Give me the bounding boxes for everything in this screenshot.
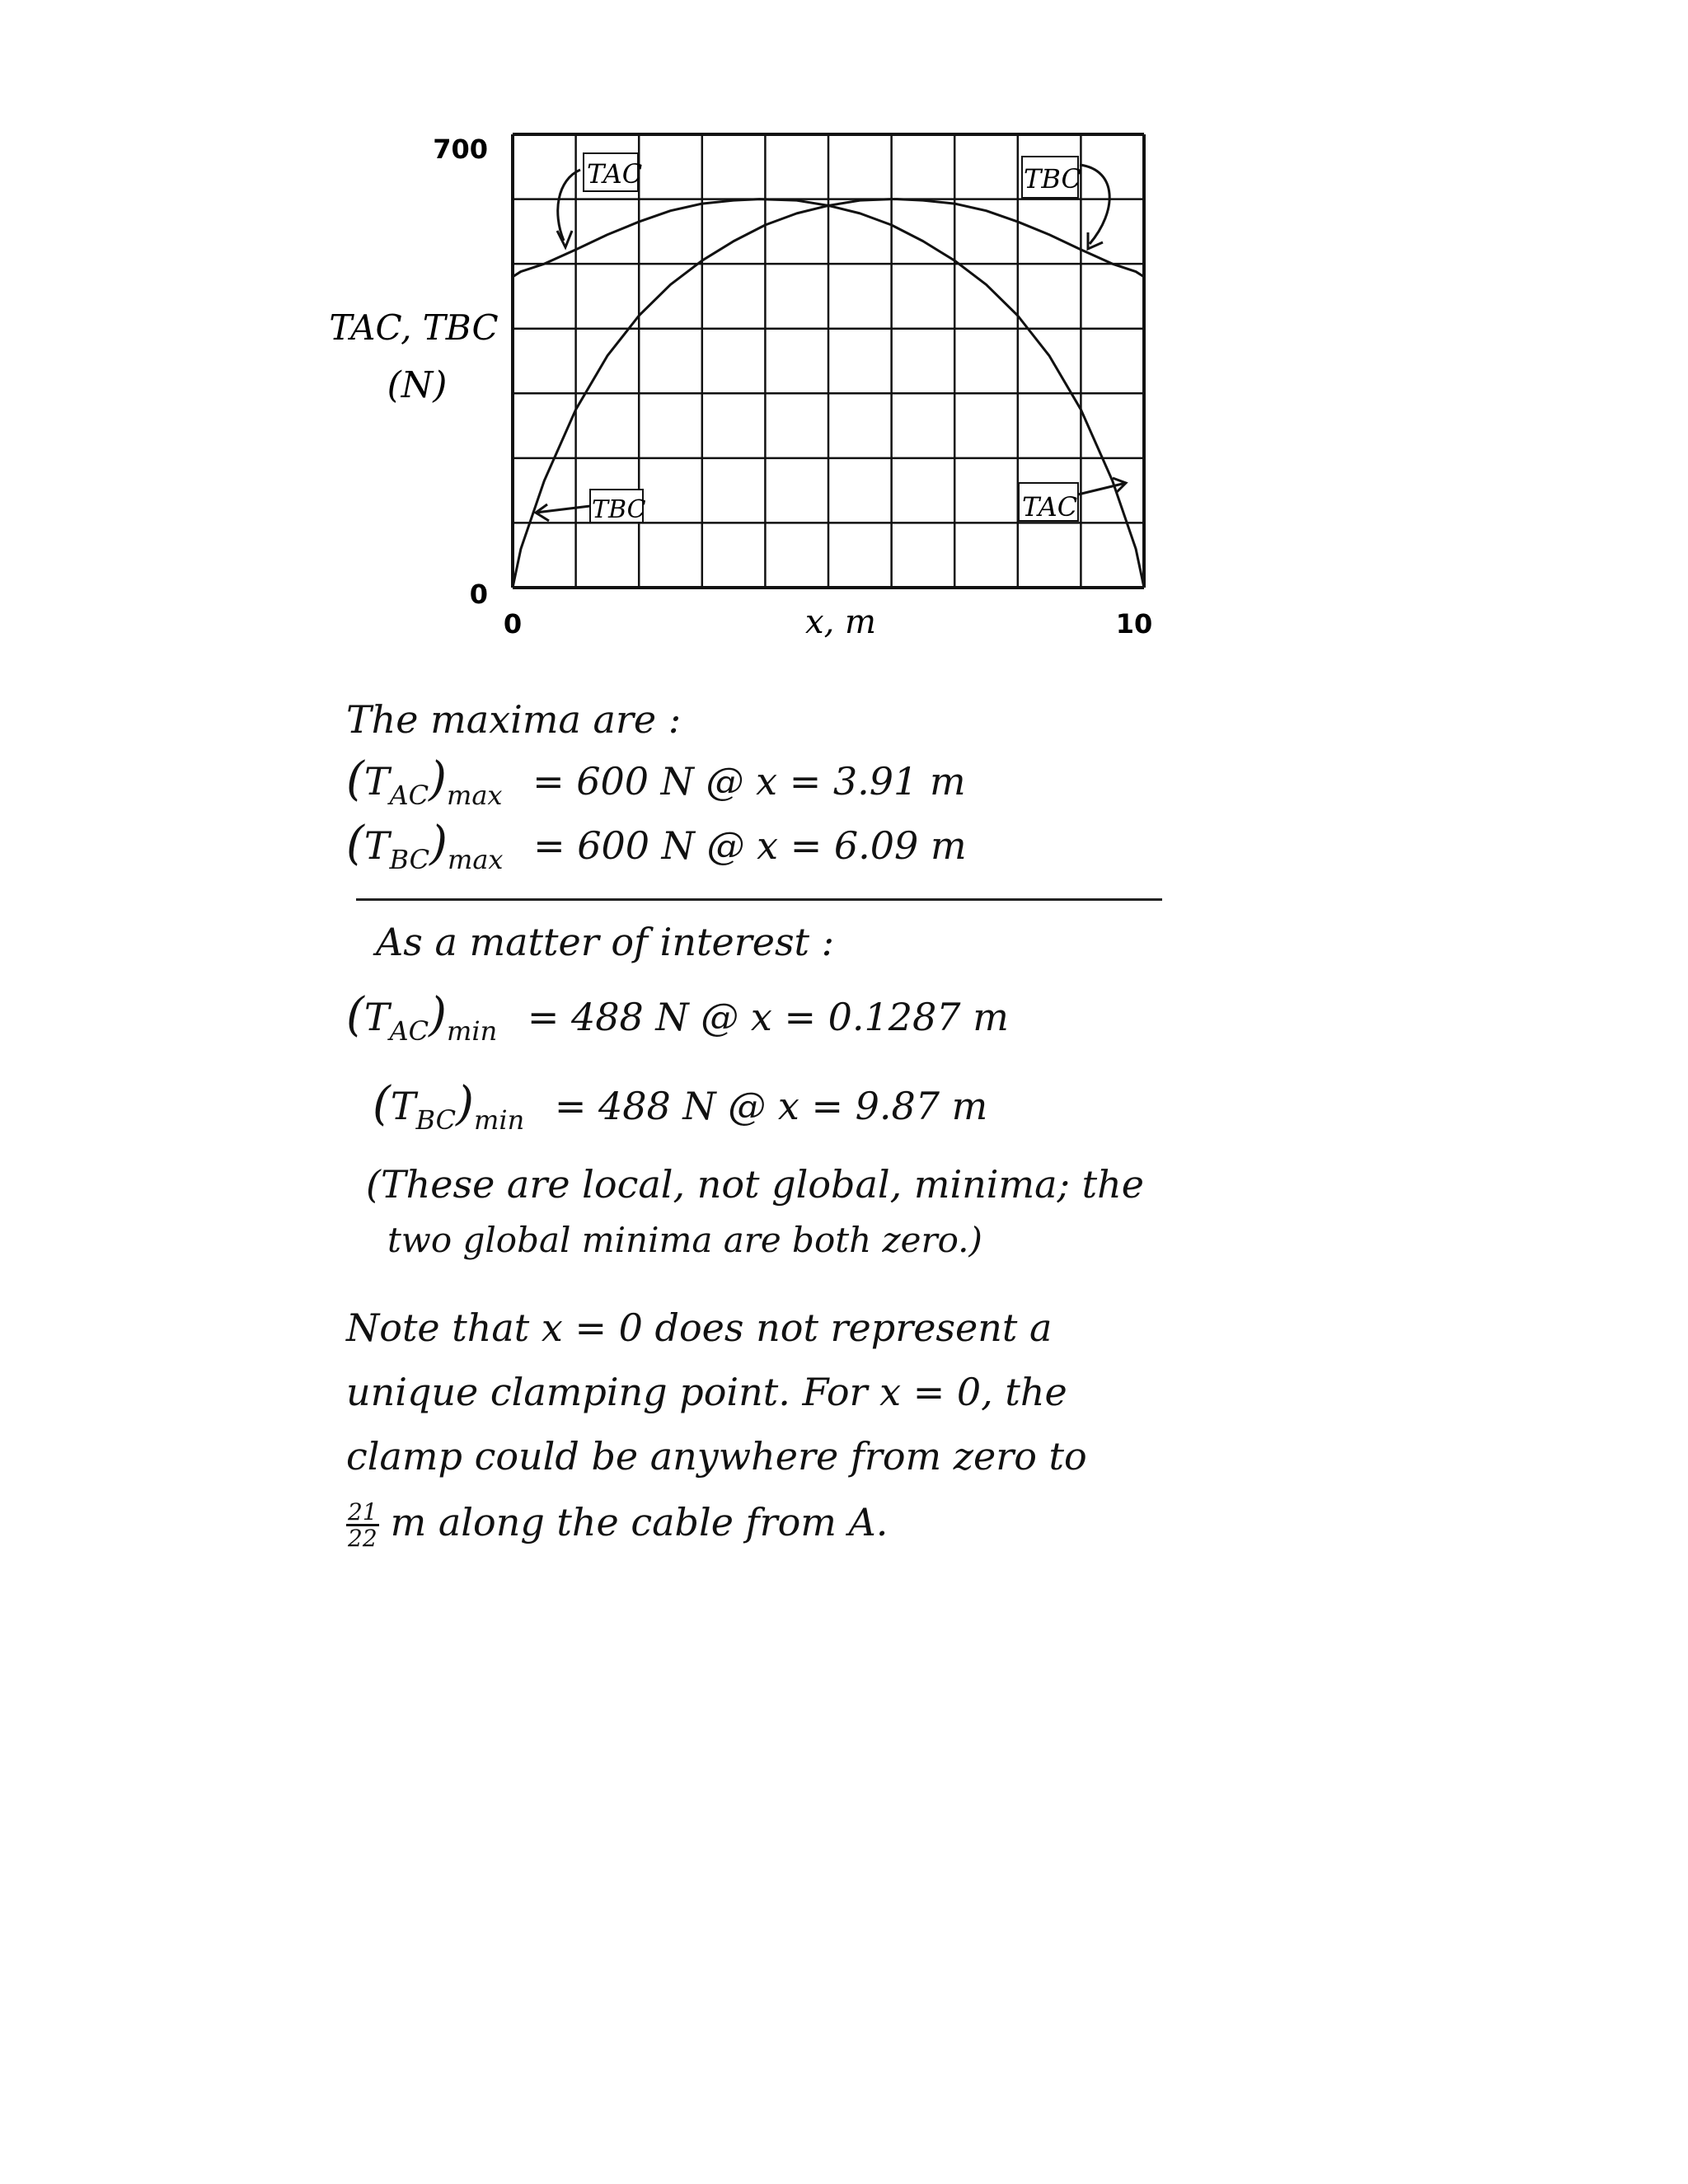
clamp-note-line-3: clamp could be anywhere from zero to [346, 1434, 1087, 1479]
divider [356, 898, 1162, 901]
y-axis-unit: (N) [387, 364, 448, 406]
x-tick-0: 0 [503, 608, 523, 640]
clamp-note-line-4 [346, 1500, 1302, 1551]
y-tick-0: 0 [469, 579, 488, 610]
annotation-tac-lower [1019, 478, 1126, 523]
tbc-min-symbol: T [390, 1084, 416, 1128]
tac-max-sub: max [447, 780, 503, 811]
tbc-max-symbol-sub: BC [389, 844, 430, 875]
tbc-min-sub: min [474, 1104, 525, 1136]
annotation-tac-lower-label: TAC [1022, 491, 1078, 523]
annotation-tbc-upper-arrow [1080, 165, 1109, 244]
tac-min-value: = 488 N @ x = 0.1287 m [527, 995, 1009, 1039]
fraction-numerator: 21 [348, 1498, 377, 1526]
annotation-tbc-lower-label: TBC [592, 495, 646, 524]
annotation-tac-upper [557, 153, 642, 247]
tac-max-symbol: T [363, 759, 390, 804]
tbc-max-sub: max [448, 844, 504, 875]
y-axis-label: TAC, TBC [329, 307, 499, 348]
fraction [346, 1500, 379, 1551]
tbc-min-row: $(T_{BC})_{min} = 488$ N @ x = 9.87 m [373, 1077, 988, 1136]
tac-min-symbol: T [363, 995, 390, 1039]
tension-chart [0, 0, 1688, 676]
tbc-max-value: = 600 N @ x = 6.09 m [533, 823, 967, 868]
tac-max-row: $(T_{AC})_{max} = 600$ N @ x = 3.91 m [346, 752, 966, 811]
tbc-min-symbol-sub: BC [415, 1104, 457, 1136]
tac-min-symbol-sub: AC [389, 1015, 429, 1047]
clamp-note-line-1: Note that x = 0 does not represent a [346, 1305, 1053, 1350]
x-axis-label: x, m [805, 603, 876, 641]
annotation-tbc-upper-label: TBC [1024, 163, 1081, 194]
interest-heading: As a matter of interest : [376, 920, 835, 964]
tbc-min-value: = 488 N @ x = 9.87 m [554, 1084, 988, 1128]
annotation-tbc-lower [536, 490, 646, 524]
fraction-denominator: 22 [348, 1525, 377, 1553]
tac-min-sub: min [447, 1015, 498, 1047]
tac-max-value: = 600 N @ x = 3.91 m [532, 759, 966, 804]
tbc-max-symbol: T [363, 823, 390, 868]
maxima-heading: The maxima are : [346, 697, 682, 742]
local-note-line-2: two global minima are both zero.) [387, 1220, 982, 1260]
local-note-line-1: (These are local, not global, minima; the [366, 1162, 1145, 1207]
annotation-tbc-upper [1022, 157, 1109, 249]
tbc-max-row: $(T_{BC})_{max} = 600$ N @ x = 6.09 m [346, 817, 967, 875]
tac-min-row: $(T_{AC})_{min} = 488$ N @ x = 0.1287 m [346, 988, 1009, 1047]
y-tick-700: 700 [433, 134, 488, 165]
clamp-note-line-2: unique clamping point. For x = 0, the [346, 1370, 1067, 1414]
tac-max-symbol-sub: AC [389, 780, 429, 811]
annotation-tac-upper-label: TAC [587, 158, 643, 190]
annotation-tac-upper-arrow [558, 170, 580, 241]
x-tick-10: 10 [1115, 608, 1153, 640]
clamp-note-line-4-text: m along the cable from A. [390, 1499, 889, 1544]
